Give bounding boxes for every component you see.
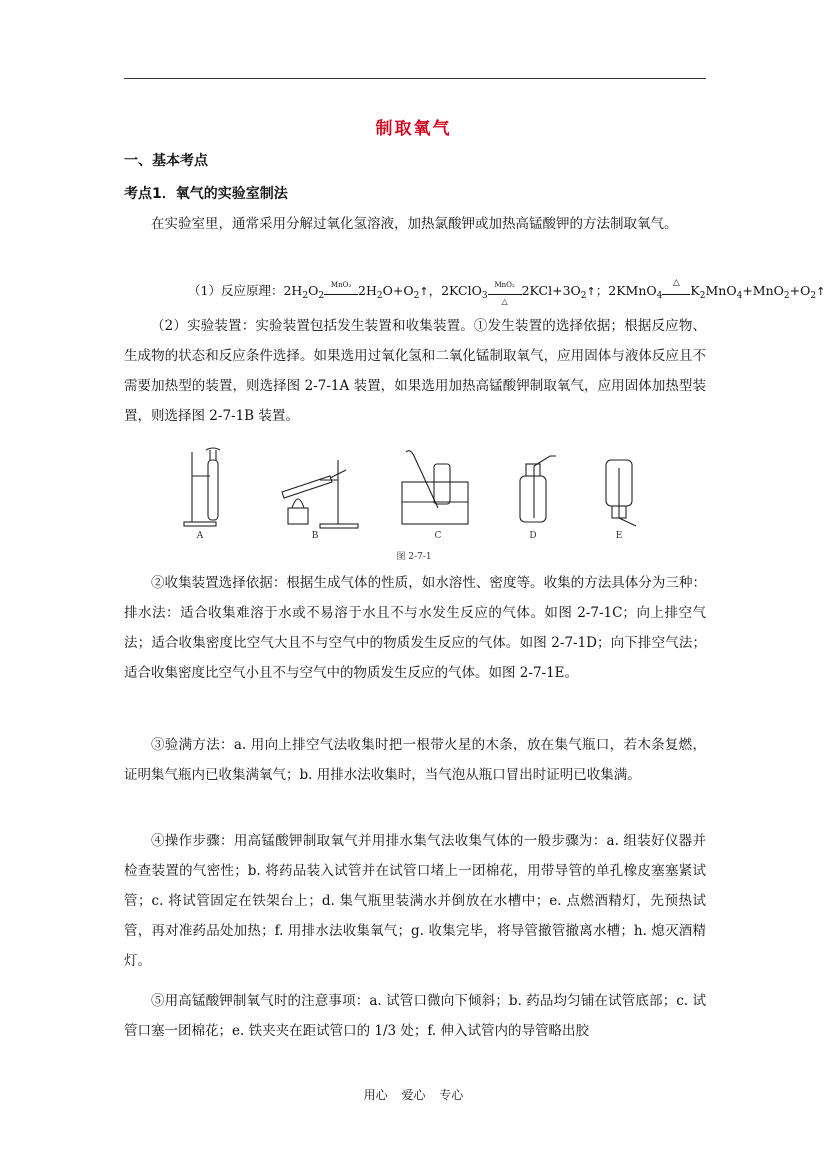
apparatus-paragraph: （2）实验装置：实验装置包括发生装置和收集装置。①发生装置的选择依据；根据反应物、生成物的状态和反应条件选择。如果选用过氧化氢和二氧化锰制取氧气，应用固体与液体反应且不需要加热型的装置，则选择图 2-7-1A 装置，如果选用加热高锰酸钾制取氧气，应用固体加热型装置，则选择图 2-7-1B 装置。 xyxy=(124,318,706,424)
collect-paragraph: ②收集装置选择依据：根据生成气体的性质，如水溶性、密度等。收集的方法具体分为三种：排水法：适合收集难溶于水或不易溶于水且不与水发生反应的气体。如图 2-7-1C；向上排空气法；适合收集密度比空气大且不与空气中的物质发生反应的气体。如图 2-7-1D；向下排空气法；适合收集密度比空气小且不与空气中的物质发生反应的气体。如图 2-7-1E。 xyxy=(124,575,706,681)
figure-label-d: D xyxy=(529,531,537,541)
intro-paragraph: 在实验室里，通常采用分解过氧化氢溶液，加热氯酸钾或加热高锰酸钾的方法制取氧气。 xyxy=(151,216,678,232)
page-footer: 用心 爱心 专心 xyxy=(363,1088,464,1102)
figure-caption: 图 2-7-1 xyxy=(396,552,432,562)
header-rule xyxy=(124,78,706,79)
reaction-formula: （1）反应原理：$2H_2O_2$ MnO₂ $2H_2O+O_2↑$，2KClO$_3$ MnO₂ △ $2KCl+3O_2↑$；2KMnO$_4$ △ $K_2MnO_4+MnO_2+O_2↑$ xyxy=(188,278,826,306)
apparatus-b xyxy=(282,460,358,528)
figure-label-e: E xyxy=(615,531,623,541)
figure-label-b: B xyxy=(311,531,319,541)
notes-paragraph: ⑤用高锰酸钾制氧气时的注意事项：a. 试管口微向下倾斜；b. 药品均匀铺在试管底部；c. 试管口塞一团棉花；e. 铁夹夹在距试管口的 1/3 处；f. 伸入试管内的导管略出胶 xyxy=(124,993,706,1039)
page-title: 制取氧气 xyxy=(375,119,452,139)
figure-label-a: A xyxy=(196,531,204,541)
heat-condition: △ xyxy=(662,287,690,295)
apparatus-d xyxy=(520,456,556,522)
steps-paragraph: ④操作步骤：用高锰酸钾制取氧气并用排水集气法收集气体的一般步骤为：a. 组装好仪器并检查装置的气密性；b. 将药品装入试管并在试管口堵上一团棉花，用带导管的单孔橡皮塞塞紧试管；c. 将试管固定在铁架台上；d. 集气瓶里装满水并倒放在水槽中；e. 点燃酒精灯，先预热试管，再对准药品处加热；f. 用排水法收集氧气；g. 收集完毕，将导管撤管撤离水槽；h. 熄灭酒精灯。 xyxy=(124,833,706,969)
apparatus-a xyxy=(184,448,220,526)
section-heading: 一、基本考点 xyxy=(124,153,208,169)
apparatus-figure xyxy=(170,446,660,568)
apparatus-c xyxy=(402,451,468,524)
check-full-paragraph: ③验满方法：a. 用向上排空气法收集时把一根带火星的木条，放在集气瓶口，若木条复燃，证明集气瓶内已收集满氧气；b. 用排水法收集时，当气泡从瓶口冒出时证明已收集满。 xyxy=(124,737,706,783)
catalyst-condition-2: MnO₂ △ xyxy=(488,287,522,295)
formula-lead: （1）反应原理： xyxy=(188,283,284,298)
subsection-heading: 考点1．氧气的实验室制法 xyxy=(124,186,288,202)
apparatus-e xyxy=(606,460,636,526)
catalyst-condition-1: MnO₂ xyxy=(324,287,358,295)
figure-label-c: C xyxy=(434,531,442,541)
